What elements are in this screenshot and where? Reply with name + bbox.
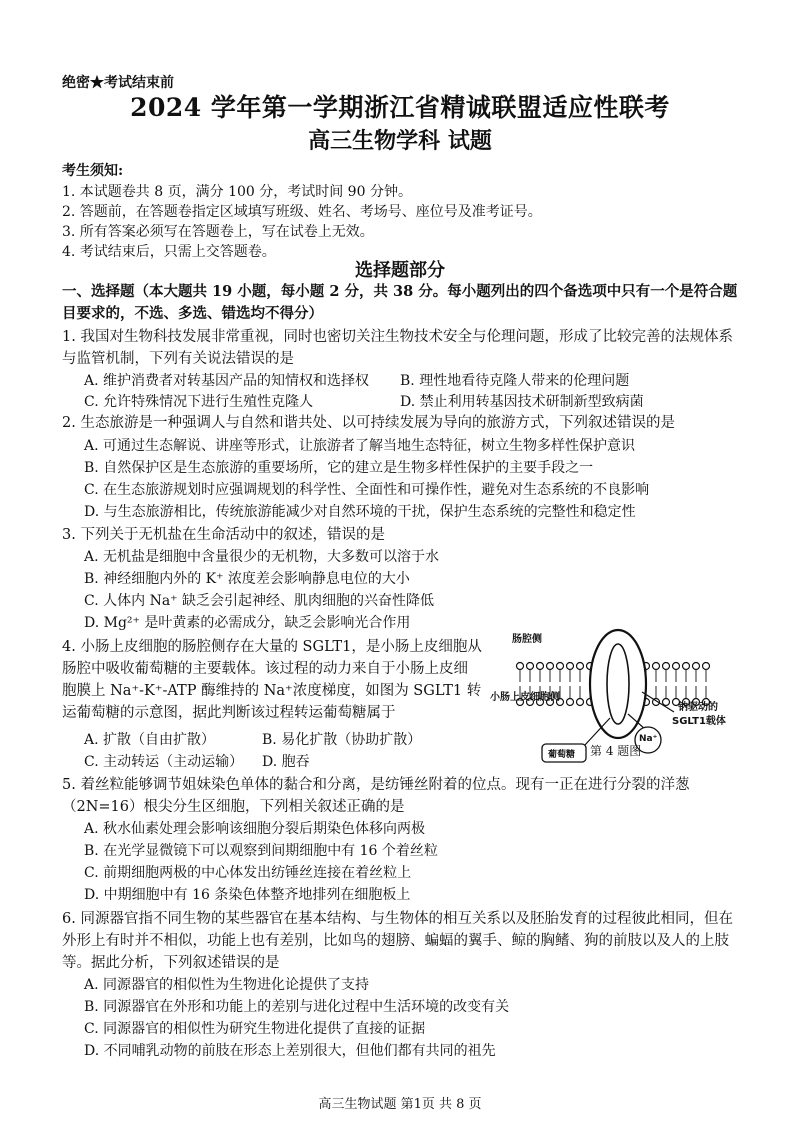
label-carrier-line2: SGLT1载体 xyxy=(672,716,726,727)
option-c: C. 同源器官的相似性为研究生物进化提供了直接的证据 xyxy=(84,1021,426,1037)
page-footer: 高三生物试题 第1页 共 8 页 xyxy=(318,1097,482,1112)
option-d: D. 禁止利用转基因技术研制新型致病菌 xyxy=(400,394,644,410)
label-carrier-line1: 钠驱动的 xyxy=(678,702,718,713)
label-lumen-side: 肠腔侧 xyxy=(512,634,542,645)
question-stem: 2. 生态旅游是一种强调人与自然和谐共处、以可持续发展为导向的旅游方式，下列叙述错误的是 xyxy=(62,415,675,431)
notice-item: 3. 所有答案必须写在答题卷上，写在试卷上无效。 xyxy=(62,224,374,240)
option-b: B. 自然保护区是生态旅游的重要场所，它的建立是生物多样性保护的主要手段之一 xyxy=(84,460,594,476)
label-cell-side: 小肠上皮细胞侧 xyxy=(490,692,560,703)
option-a: A. 无机盐是细胞中含量很少的无机物，大多数可以溶于水 xyxy=(84,549,440,565)
option-d: D. 胞吞 xyxy=(262,754,310,770)
option-a: A. 扩散（自由扩散） xyxy=(84,732,216,748)
question-stem: 5. 着丝粒能够调节姐妹染色单体的黏合和分离，是纺锤丝附着的位点。现有一正在进行分裂的洋葱（2N=16）根尖分生区细胞，下列相关叙述正确的是 xyxy=(62,777,690,815)
option-a: A. 同源器官的相似性为生物进化论提供了支持 xyxy=(84,977,370,993)
exam-title: 2024 学年第一学期浙江省精诚联盟适应性联考 xyxy=(130,93,670,122)
label-sodium-ion: Na⁺ xyxy=(639,734,658,744)
option-a: A. 可通过生态解说、讲座等形式，让旅游者了解当地生态特征，树立生物多样性保护意识 xyxy=(84,438,636,454)
option-d: D. 不同哺乳动物的前肢在形态上差别很大，但他们都有共同的祖先 xyxy=(84,1043,496,1059)
question-stem: 3. 下列关于无机盐在生命活动中的叙述，错误的是 xyxy=(62,527,385,543)
option-c: C. 人体内 Na⁺ 缺乏会引起神经、肌肉细胞的兴奋性降低 xyxy=(84,593,434,609)
option-c: C. 允许特殊情况下进行生殖性克隆人 xyxy=(84,394,314,410)
notice-item: 1. 本试题卷共 8 页，满分 100 分，考试时间 90 分钟。 xyxy=(62,184,412,200)
notice-item: 4. 考试结束后，只需上交答题卷。 xyxy=(62,244,276,260)
option-c: C. 在生态旅游规划时应强调规划的科学性、全面性和可操作性，避免对生态系统的不良影响 xyxy=(84,482,650,498)
notice-item: 2. 答题前，在答题卷指定区域填写班级、姓名、考场号、座位号及准考证号。 xyxy=(62,204,542,220)
exam-subtitle: 高三生物学科 试题 xyxy=(308,128,492,154)
option-c: C. 前期细胞两极的中心体发出纺锤丝连接在着丝粒上 xyxy=(84,865,412,881)
option-d: D. 中期细胞中有 16 条染色体整齐地排列在细胞板上 xyxy=(84,887,411,903)
figure-caption: 第 4 题图 xyxy=(590,744,642,758)
option-d: D. Mg²⁺ 是叶黄素的必需成分，缺乏会影响光合作用 xyxy=(84,615,411,631)
option-b: B. 神经细胞内外的 K⁺ 浓度差会影响静息电位的大小 xyxy=(84,571,410,587)
option-a: A. 秋水仙素处理会影响该细胞分裂后期染色体移向两极 xyxy=(84,821,426,837)
option-b: B. 在光学显微镜下可以观察到间期细胞中有 16 个着丝粒 xyxy=(84,843,438,859)
section-instruction: 一、选择题（本大题共 19 小题，每小题 2 分，共 38 分。每小题列出的四个备选项中只有一个是符合题目要求的，不选、多选、错选均不得分） xyxy=(62,283,738,322)
label-glucose: 葡萄糖 xyxy=(548,750,576,760)
option-d: D. 与生态旅游相比，传统旅游能减少对自然环境的干扰，保护生态系统的完整性和稳定性 xyxy=(84,504,636,520)
option-b: B. 同源器官在外形和功能上的差别与进化过程中生活环境的改变有关 xyxy=(84,999,510,1015)
option-b: B. 理性地看待克隆人带来的伦理问题 xyxy=(400,373,630,389)
option-b: B. 易化扩散（协助扩散） xyxy=(262,732,422,748)
option-c: C. 主动转运（主动运输） xyxy=(84,754,244,770)
notice-heading: 考生须知: xyxy=(62,163,124,179)
question-stem: 4. 小肠上皮细胞的肠腔侧存在大量的 SGLT1，是小肠上皮细胞从肠腔中吸收葡萄糖的主要载体。该过程的动力来自于小肠上皮细胞膜上 Na⁺-K⁺-ATP 酶维持的 Na⁺浓度梯度，如图为 SGLT1 转运葡萄糖的示意图，据此判断该过程转运葡萄糖属于 xyxy=(62,639,482,721)
question-stem: 6. 同源器官指不同生物的某些器官在基本结构、与生物体的相互关系以及胚胎发育的过程彼此相同，但在外形上有时并不相似，功能上也有差别，比如鸟的翅膀、蝙蝠的翼手、鲸的胸鳍、狗的前肢以及人的上肢等。据此分析，下列叙述错误的是 xyxy=(62,911,733,971)
question-stem: 1. 我国对生物科技发展非常重视，同时也密切关注生物技术安全与伦理问题，形成了比较完善的法规体系与监管机制，下列有关说法错误的是 xyxy=(62,329,733,367)
option-a: A. 维护消费者对转基因产品的知情权和选择权 xyxy=(84,373,370,389)
section-title: 选择题部分 xyxy=(355,260,445,281)
secrecy-label: 绝密★考试结束前 xyxy=(62,75,174,91)
